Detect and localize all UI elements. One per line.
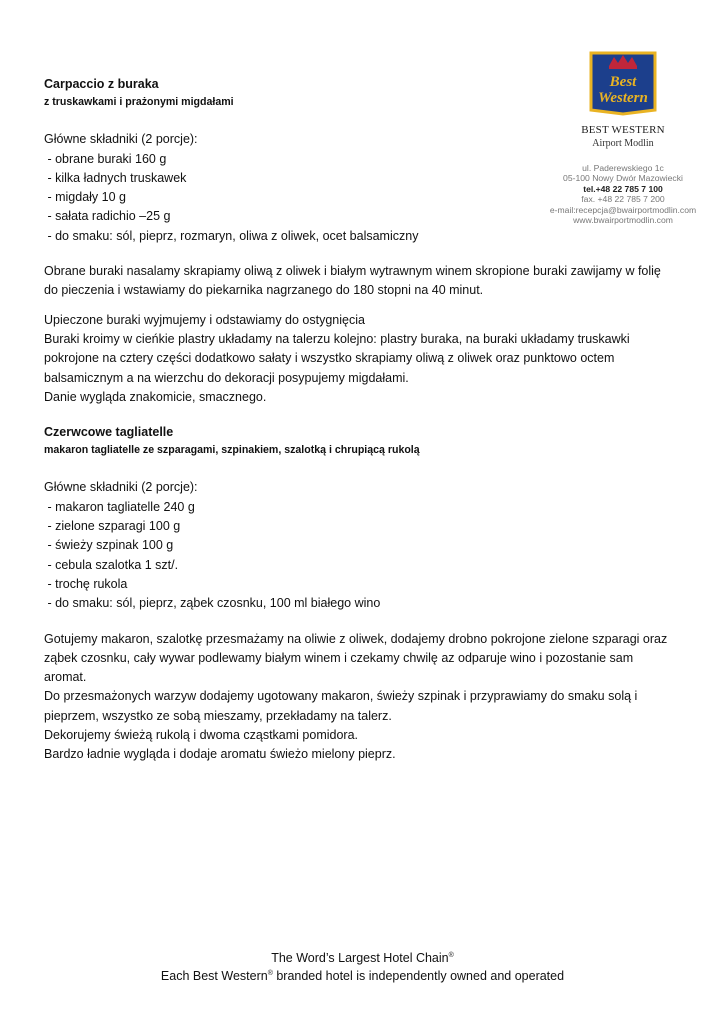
ingredient-item: - kilka ładnych truskawek <box>44 170 187 185</box>
ingredient-item: - makaron tagliatelle 240 g <box>44 499 195 514</box>
ingredient-item: - do smaku: sól, pieprz, ząbek czosnku, 100 ml białego wino <box>44 596 381 611</box>
footer-slogan-text: The Word’s Largest Hotel Chain <box>271 951 449 966</box>
recipe2-subtitle: makaron tagliatelle ze szparagami, szpinakiem, szalotką i chrupiącą rukolą <box>44 444 420 457</box>
email: e-mail:recepcja@bwairportmodlin.com <box>549 204 697 215</box>
recipe1-paragraph-line: Danie wygląda znakomicie, smacznego. <box>44 389 267 404</box>
logo-word-best: Best <box>609 74 637 90</box>
recipe2-ingredients-heading: Główne składniki (2 porcje): <box>44 480 198 495</box>
telephone: tel.+48 22 785 7 100 <box>583 183 663 194</box>
recipe2-paragraph-line: Gotujemy makaron, szalotkę przesmażamy na oliwie z oliwek, dodajemy drobno pokrojone zielone szparagi oraz ząbek czosnku, cały wywar podlewamy białym winem i czekamy chwilę az odparuje wino i pozostanie sam aromat. <box>44 631 668 685</box>
recipe2-paragraph-line: Bardzo ładnie wygląda i dodaje aromatu świeżo mielony pieprz. <box>44 747 396 762</box>
recipe1-subtitle: z truskawkami i prażonymi migdałami <box>44 96 234 109</box>
recipe1-paragraph-line: Buraki kroimy w cieńkie plastry układamy na talerzu kolejno: plastry buraka, na buraki układamy truskawki pokrojone na cztery części dodatkowo sałaty i wszystko skrapiamy oliwą z oliwek oraz punktowo octem balsamicznym a na wierzchu do dekoracji posypujemy migdałami. <box>44 331 630 385</box>
recipe1-ingredients-heading: Główne składniki (2 porcje): <box>44 132 198 147</box>
ingredient-item: - trochę rukola <box>44 576 128 591</box>
recipe2-paragraph-line: Dekorujemy świeżą rukolą i dwoma cząstkami pomidora. <box>44 728 359 743</box>
address-street: ul. Paderewskiego 1c <box>582 163 664 173</box>
footer-slogan <box>0 948 725 966</box>
ingredient-item: - cebula szalotka 1 szt/. <box>44 557 179 572</box>
logo-word-western: Western <box>598 90 648 106</box>
brand-name: BEST WESTERN <box>581 124 665 136</box>
recipe2-title: Czerwcowe tagliatelle <box>44 425 174 440</box>
recipes-content <box>44 75 674 765</box>
ingredient-item: - obrane buraki 160 g <box>44 151 167 166</box>
recipe1-paragraph-line: Upieczone buraki wyjmujemy i odstawiamy do ostygnięcia <box>44 312 365 327</box>
brand-location: Airport Modlin <box>592 138 654 149</box>
footer-disclaimer-a: Each Best Western <box>160 969 268 984</box>
registered-mark: ® <box>267 970 273 978</box>
ingredient-item: - sałata radichio –25 g <box>44 209 171 224</box>
footer-disclaimer <box>0 966 725 984</box>
website: www.bwairportmodlin.com <box>573 215 673 226</box>
registered-mark: ® <box>448 952 454 959</box>
address-city: 05-100 Nowy Dwór Mazowiecki <box>563 173 683 184</box>
footer-disclaimer-b: branded hotel is independently owned and operated <box>272 969 565 984</box>
recipe2-paragraph-line: Do przesmażonych warzyw dodajemy ugotowany makaron, świeży szpinak i przyprawiamy do smaku solą i pieprzem, wszystko ze sobą mieszamy, przekładamy na talerz. <box>44 689 638 723</box>
ingredient-item: - świeży szpinak 100 g <box>44 538 174 553</box>
ingredient-item: - migdały 10 g <box>44 190 126 205</box>
recipe1-paragraph-prep: Obrane buraki nasalamy skrapiamy oliwą z oliwek i białym wytrawnym winem skropione buraki zawijamy w folię do pieczenia i wstawiamy do piekarnika nagrzanego do 180 stopni na 40 minut. <box>44 264 661 298</box>
fax: fax. +48 22 785 7 200 <box>581 194 665 205</box>
page-footer <box>0 948 725 984</box>
recipe1-title: Carpaccio z buraka <box>44 77 159 91</box>
ingredient-item: - zielone szparagi 100 g <box>44 519 181 534</box>
ingredient-item: - do smaku: sól, pieprz, rozmaryn, oliwa z oliwek, ocet balsamiczny <box>44 228 419 243</box>
